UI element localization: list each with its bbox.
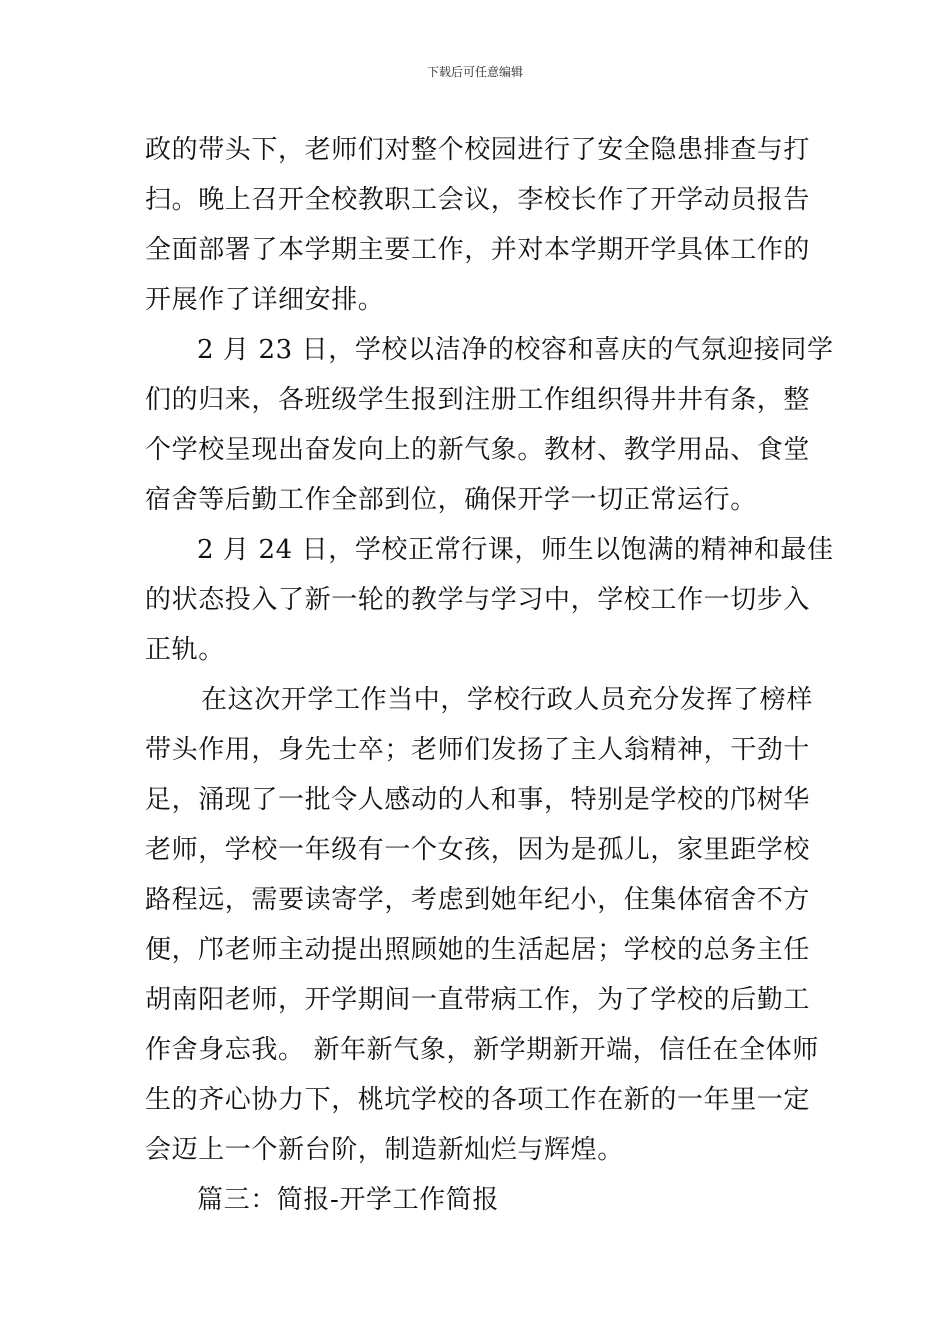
paragraph-4-line-4: 老师，学校一年级有一个女孩，因为是孤儿，家里距学校 [145,835,811,865]
paragraph-4-line-7: 胡南阳老师，开学期间一直带病工作，为了学校的后勤工 [145,985,811,1015]
paragraph-4-line-9: 生的齐心协力下，桃坑学校的各项工作在新的一年里一定 [145,1085,811,1115]
paragraph-4-line-10: 会迈上一个新台阶，制造新灿烂与辉煌。 [145,1135,624,1165]
paragraph-4-line-3: 足，涌现了一批令人感动的人和事，特别是学校的邝树华 [145,785,811,815]
paragraph-2-line-3: 个学校呈现出奋发向上的新气象。教材、教学用品、食堂 [145,435,811,465]
paragraph-1-line-4: 开展作了详细安排。 [145,285,385,315]
section-heading: 篇三：简报-开学工作简报 [197,1185,499,1215]
paragraph-3-line-2: 的状态投入了新一轮的教学与学习中，学校工作一切步入 [145,585,811,615]
paragraph-4-line-1: 在这次开学工作当中，学校行政人员充分发挥了榜样 [201,685,813,715]
paragraph-4-line-8: 作舍身忘我。 新年新气象，新学期新开端，信任在全体师 [145,1035,819,1065]
paragraph-2-line-2: 们的归来，各班级学生报到注册工作组织得井井有条，整 [145,385,811,415]
paragraph-2-line-1: 2 月 23 日，学校以洁净的校容和喜庆的气氛迎接同学 [197,335,834,365]
paragraph-4-line-5: 路程远，需要读寄学，考虑到她年纪小，住集体宿舍不方 [145,885,811,915]
paragraph-3-line-1: 2 月 24 日，学校正常行课，师生以饱满的精神和最佳 [197,535,834,565]
page-header: 下载后可任意编辑 [426,65,523,79]
paragraph-3-line-3: 正轨。 [145,635,225,665]
paragraph-2-line-4: 宿舍等后勤工作全部到位，确保开学一切正常运行。 [145,485,757,515]
paragraph-4-line-2: 带头作用，身先士卒；老师们发扬了主人翁精神，干劲十 [145,735,811,765]
paragraph-1-line-1: 政的带头下，老师们对整个校园进行了安全隐患排查与打 [145,135,811,165]
paragraph-4-line-6: 便，邝老师主动提出照顾她的生活起居；学校的总务主任 [145,935,811,965]
paragraph-1-line-2: 扫。晚上召开全校教职工会议，李校长作了开学动员报告 [145,185,811,215]
paragraph-1-line-3: 全面部署了本学期主要工作，并对本学期开学具体工作的 [145,235,811,265]
